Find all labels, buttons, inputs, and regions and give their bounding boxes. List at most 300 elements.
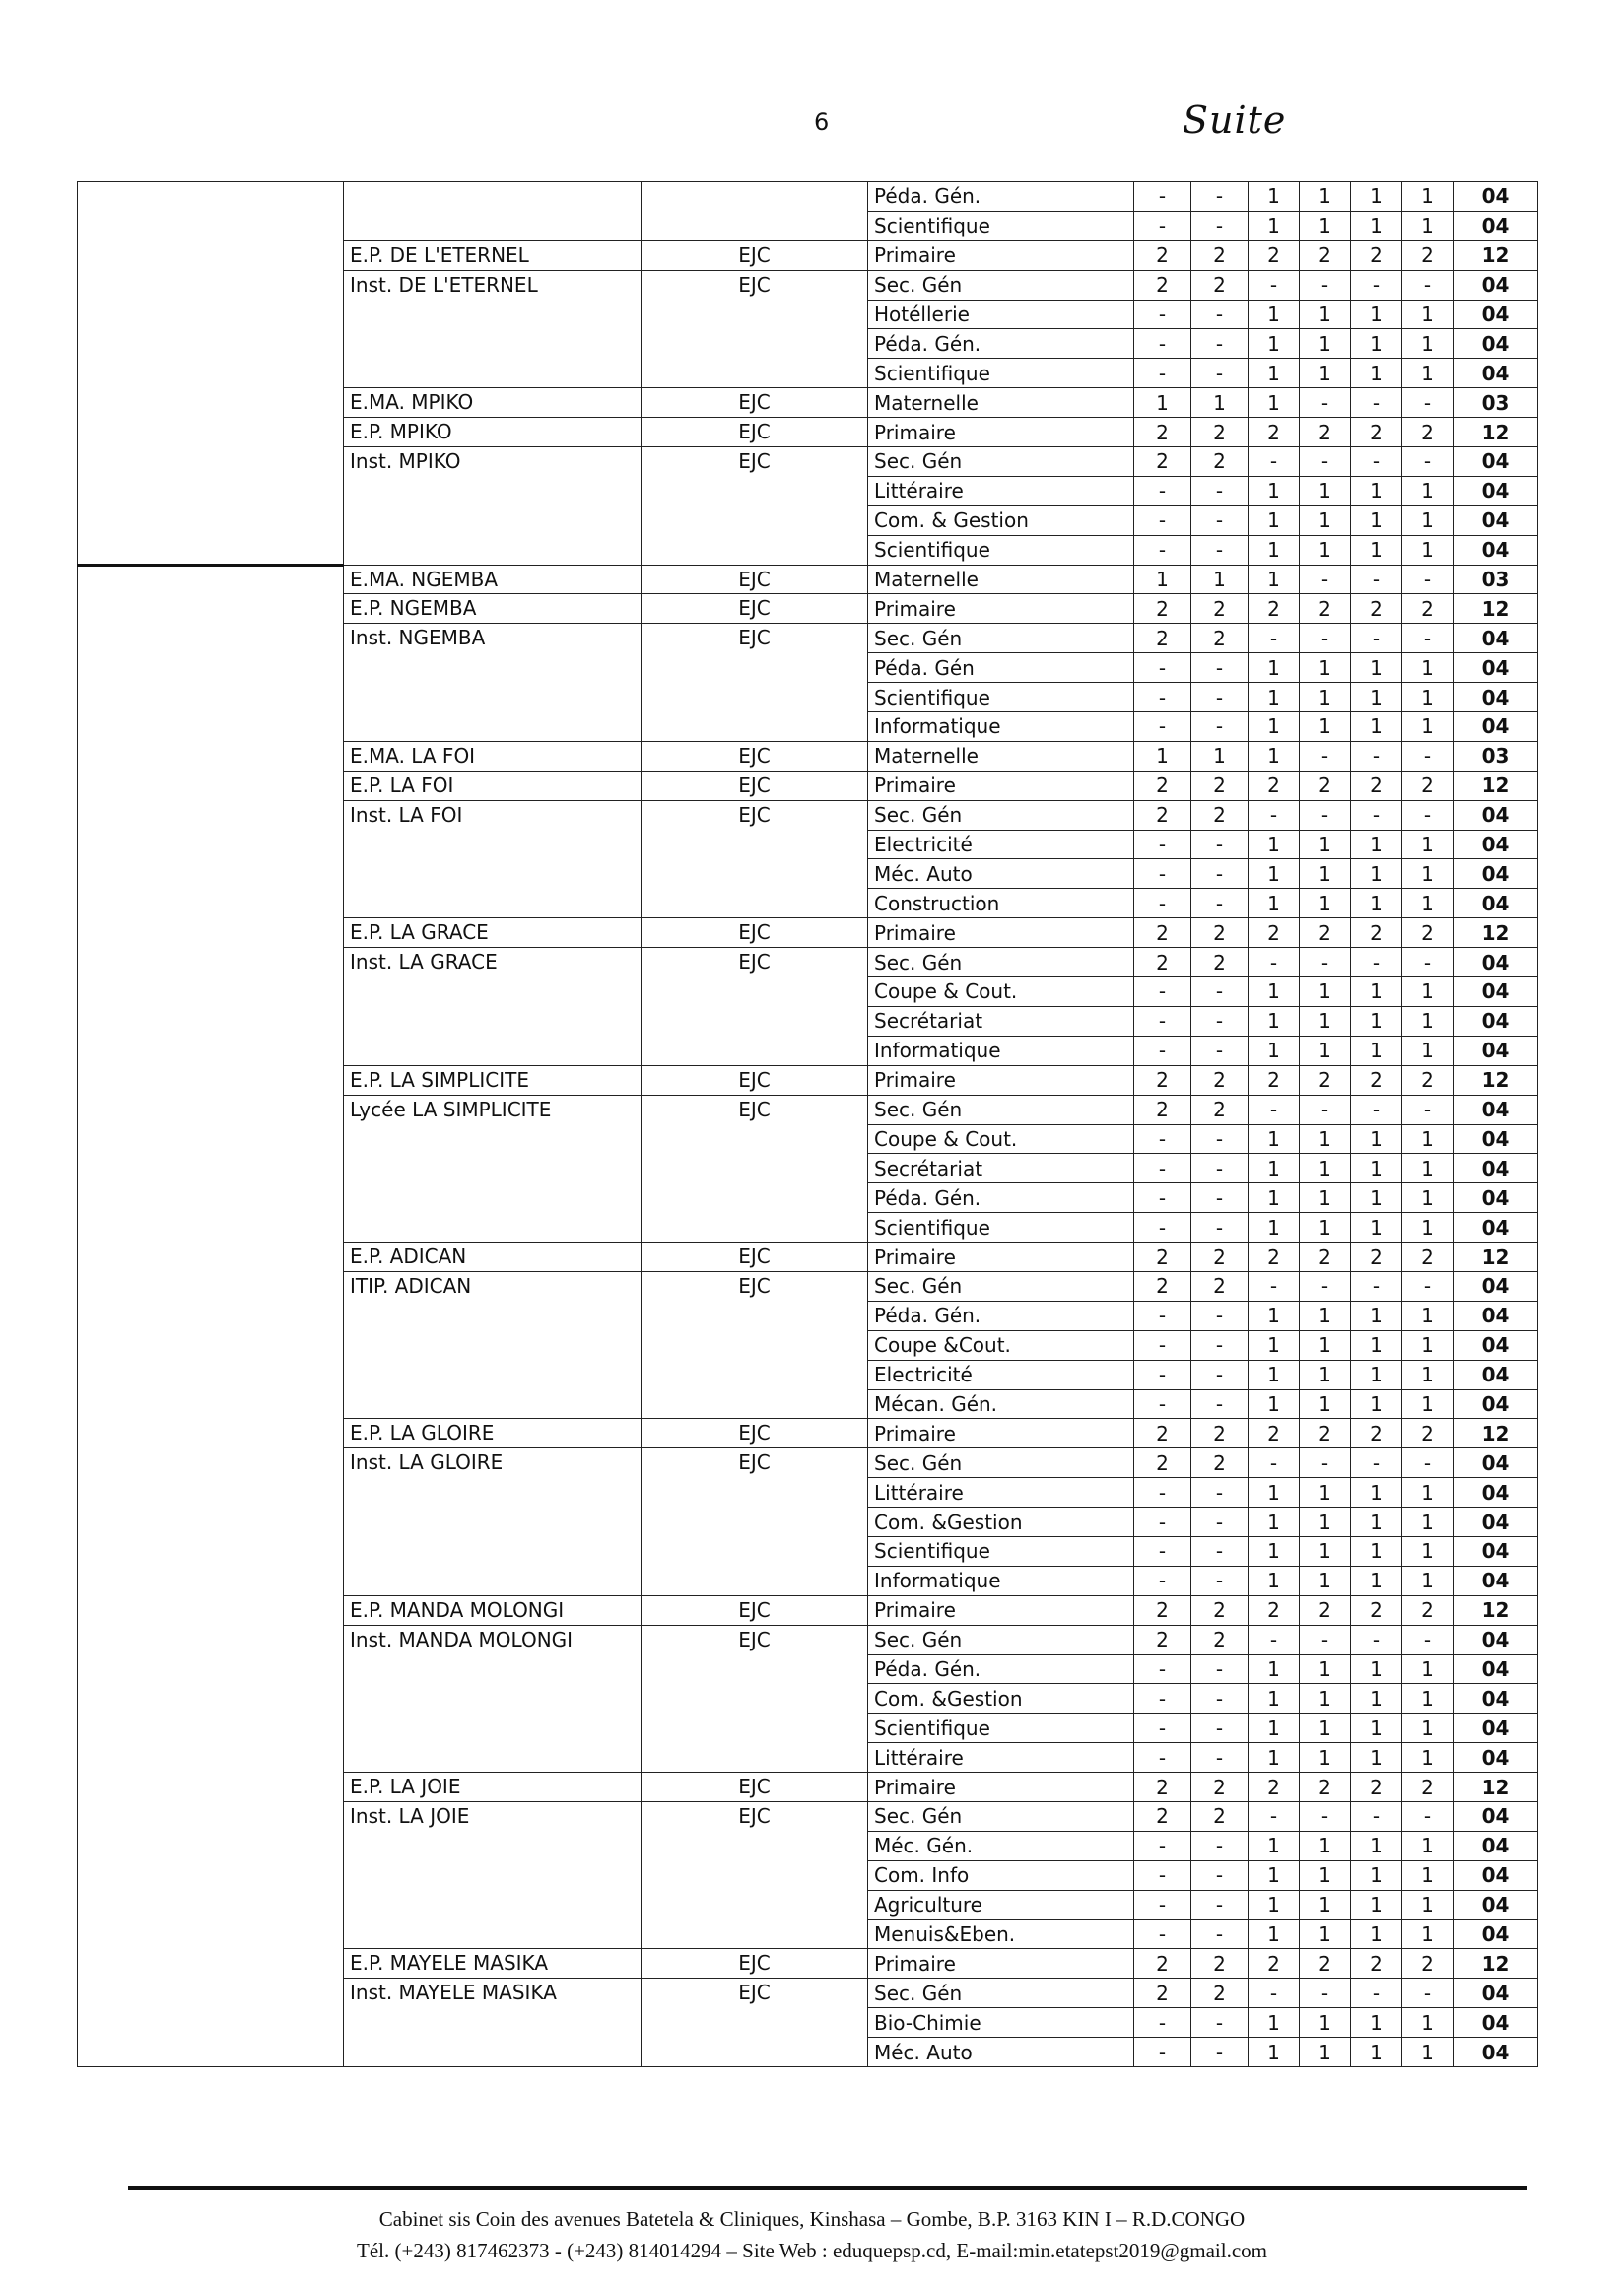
school-name-cell: Inst. MAYELE MASIKA: [344, 1979, 642, 2067]
class-count-cell: 2: [1300, 1949, 1351, 1979]
class-count-cell: 2: [1402, 1773, 1454, 1802]
total-cell: 04: [1454, 830, 1538, 859]
class-count-cell: 1: [1300, 1919, 1351, 1949]
class-count-cell: 1: [1351, 1183, 1402, 1213]
class-count-cell: -: [1300, 948, 1351, 977]
class-count-cell: -: [1191, 1743, 1249, 1773]
class-count-cell: 1: [1300, 1124, 1351, 1154]
option-cell: Primaire: [868, 771, 1134, 800]
class-count-cell: -: [1134, 977, 1191, 1007]
class-count-cell: -: [1402, 388, 1454, 418]
class-count-cell: 1: [1402, 712, 1454, 742]
class-count-cell: 1: [1191, 741, 1249, 771]
class-count-cell: -: [1402, 565, 1454, 594]
class-count-cell: 2: [1134, 948, 1191, 977]
class-count-cell: 2: [1249, 1243, 1300, 1272]
class-count-cell: -: [1191, 1508, 1249, 1537]
class-count-cell: 1: [1351, 653, 1402, 683]
total-cell: 04: [1454, 476, 1538, 505]
option-cell: Scientifique: [868, 211, 1134, 240]
class-count-cell: 1: [1300, 830, 1351, 859]
class-count-cell: -: [1191, 1213, 1249, 1243]
class-count-cell: 2: [1402, 1595, 1454, 1625]
class-count-cell: 2: [1134, 418, 1191, 447]
class-count-cell: 1: [1351, 2008, 1402, 2038]
option-cell: Informatique: [868, 1566, 1134, 1595]
class-count-cell: 1: [1402, 2008, 1454, 2038]
total-cell: 04: [1454, 1831, 1538, 1860]
option-cell: Sec. Gén: [868, 270, 1134, 300]
schools-table-body: [78, 182, 1538, 2067]
option-cell: Secrétariat: [868, 1154, 1134, 1183]
class-count-cell: 1: [1249, 1508, 1300, 1537]
total-cell: 04: [1454, 1124, 1538, 1154]
class-count-cell: 1: [1351, 1360, 1402, 1389]
class-count-cell: 2: [1134, 1773, 1191, 1802]
class-count-cell: 1: [1402, 977, 1454, 1007]
class-count-cell: -: [1191, 300, 1249, 329]
class-count-cell: 1: [1402, 1389, 1454, 1419]
option-cell: Sec. Gén: [868, 447, 1134, 477]
class-count-cell: -: [1134, 1213, 1191, 1243]
class-count-cell: 1: [1300, 359, 1351, 388]
class-count-cell: 1: [1249, 1124, 1300, 1154]
class-count-cell: 1: [1300, 1860, 1351, 1890]
class-count-cell: 1: [1351, 1154, 1402, 1183]
class-count-cell: 2: [1134, 270, 1191, 300]
class-count-cell: -: [1134, 1154, 1191, 1183]
class-count-cell: 1: [1402, 1183, 1454, 1213]
option-cell: Coupe & Cout.: [868, 1124, 1134, 1154]
class-count-cell: 1: [1249, 889, 1300, 918]
class-count-cell: 1: [1402, 859, 1454, 889]
class-count-cell: 1: [1249, 300, 1300, 329]
regime-cell: EJC: [642, 1979, 868, 2067]
class-count-cell: 1: [1351, 712, 1402, 742]
section-label-cell: [78, 565, 344, 2066]
regime-cell: EJC: [642, 800, 868, 918]
total-cell: 04: [1454, 270, 1538, 300]
class-count-cell: -: [1134, 1478, 1191, 1508]
class-count-cell: -: [1191, 1890, 1249, 1919]
class-count-cell: 1: [1300, 712, 1351, 742]
class-count-cell: -: [1351, 1979, 1402, 2008]
class-count-cell: -: [1191, 359, 1249, 388]
class-count-cell: 1: [1300, 1508, 1351, 1537]
class-count-cell: -: [1134, 1183, 1191, 1213]
class-count-cell: -: [1134, 1301, 1191, 1330]
class-count-cell: 1: [1300, 889, 1351, 918]
option-cell: Littéraire: [868, 1743, 1134, 1773]
school-name-cell: Inst. LA FOI: [344, 800, 642, 918]
total-cell: 04: [1454, 1743, 1538, 1773]
class-count-cell: 1: [1402, 211, 1454, 240]
section-label-cell: [78, 182, 344, 566]
class-count-cell: 1: [1249, 1919, 1300, 1949]
class-count-cell: -: [1402, 948, 1454, 977]
class-count-cell: 1: [1300, 1743, 1351, 1773]
class-count-cell: 1: [1300, 505, 1351, 535]
class-count-cell: 1: [1300, 1301, 1351, 1330]
class-count-cell: 1: [1134, 388, 1191, 418]
option-cell: Primaire: [868, 1419, 1134, 1448]
option-cell: Construction: [868, 889, 1134, 918]
school-name-cell: [344, 182, 642, 241]
class-count-cell: 2: [1134, 1801, 1191, 1831]
option-cell: Maternelle: [868, 565, 1134, 594]
footer-divider: [128, 2186, 1527, 2190]
class-count-cell: 2: [1249, 1949, 1300, 1979]
class-count-cell: 1: [1402, 2038, 1454, 2067]
class-count-cell: 1: [1351, 2038, 1402, 2067]
class-count-cell: -: [1300, 565, 1351, 594]
class-count-cell: -: [1249, 1979, 1300, 2008]
class-count-cell: 2: [1351, 1243, 1402, 1272]
class-count-cell: -: [1191, 505, 1249, 535]
class-count-cell: -: [1134, 859, 1191, 889]
class-count-cell: -: [1249, 1095, 1300, 1124]
class-count-cell: 1: [1351, 476, 1402, 505]
option-cell: Méc. Gén.: [868, 1831, 1134, 1860]
school-name-cell: E.MA. MPIKO: [344, 388, 642, 418]
class-count-cell: -: [1249, 624, 1300, 653]
total-cell: 04: [1454, 535, 1538, 565]
class-count-cell: 1: [1351, 1566, 1402, 1595]
total-cell: 04: [1454, 1389, 1538, 1419]
school-name-cell: Inst. LA JOIE: [344, 1801, 642, 1948]
class-count-cell: 1: [1300, 1566, 1351, 1595]
class-count-cell: 2: [1351, 918, 1402, 948]
total-cell: 04: [1454, 2008, 1538, 2038]
class-count-cell: 1: [1402, 1508, 1454, 1537]
class-count-cell: 1: [1351, 1919, 1402, 1949]
class-count-cell: 1: [1300, 1213, 1351, 1243]
class-count-cell: 2: [1402, 1419, 1454, 1448]
class-count-cell: -: [1402, 624, 1454, 653]
class-count-cell: 1: [1351, 1389, 1402, 1419]
class-count-cell: -: [1402, 1979, 1454, 2008]
class-count-cell: -: [1191, 2008, 1249, 2038]
class-count-cell: -: [1191, 653, 1249, 683]
class-count-cell: 1: [1402, 535, 1454, 565]
option-cell: Sec. Gén: [868, 948, 1134, 977]
class-count-cell: -: [1191, 1831, 1249, 1860]
option-cell: Informatique: [868, 1036, 1134, 1065]
class-count-cell: 2: [1402, 594, 1454, 624]
class-count-cell: -: [1191, 182, 1249, 212]
class-count-cell: 1: [1351, 182, 1402, 212]
class-count-cell: 2: [1134, 771, 1191, 800]
option-cell: Maternelle: [868, 741, 1134, 771]
total-cell: 04: [1454, 1271, 1538, 1301]
school-name-cell: E.P. LA GLOIRE: [344, 1419, 642, 1448]
total-cell: 04: [1454, 447, 1538, 477]
total-cell: 04: [1454, 1006, 1538, 1036]
class-count-cell: 2: [1191, 918, 1249, 948]
class-count-cell: 2: [1134, 1979, 1191, 2008]
total-cell: 04: [1454, 1979, 1538, 2008]
class-count-cell: 1: [1249, 476, 1300, 505]
class-count-cell: 2: [1191, 1979, 1249, 2008]
table-row: [78, 565, 1538, 594]
class-count-cell: 2: [1249, 918, 1300, 948]
class-count-cell: 1: [1402, 830, 1454, 859]
total-cell: 04: [1454, 329, 1538, 359]
class-count-cell: 1: [1300, 211, 1351, 240]
class-count-cell: 1: [1300, 1006, 1351, 1036]
total-cell: 04: [1454, 653, 1538, 683]
option-cell: Hotéllerie: [868, 300, 1134, 329]
class-count-cell: 1: [1249, 2038, 1300, 2067]
class-count-cell: 1: [1300, 1654, 1351, 1684]
class-count-cell: 1: [1351, 859, 1402, 889]
class-count-cell: 1: [1402, 182, 1454, 212]
class-count-cell: 1: [1300, 329, 1351, 359]
class-count-cell: 1: [1351, 1213, 1402, 1243]
option-cell: Péda. Gén.: [868, 1183, 1134, 1213]
class-count-cell: 1: [1351, 1301, 1402, 1330]
class-count-cell: -: [1300, 624, 1351, 653]
regime-cell: EJC: [642, 1773, 868, 1802]
class-count-cell: 1: [1402, 1860, 1454, 1890]
class-count-cell: 1: [1249, 1478, 1300, 1508]
class-count-cell: 1: [1402, 683, 1454, 712]
class-count-cell: 1: [1351, 1536, 1402, 1566]
option-cell: Menuis&Eben.: [868, 1919, 1134, 1949]
class-count-cell: 1: [1300, 1036, 1351, 1065]
class-count-cell: 1: [1300, 1478, 1351, 1508]
class-count-cell: -: [1191, 211, 1249, 240]
class-count-cell: -: [1191, 1684, 1249, 1714]
school-name-cell: E.P. DE L'ETERNEL: [344, 240, 642, 270]
footer-address: Cabinet sis Coin des avenues Batetela & Cliniques, Kinshasa – Gombe, B.P. 3163 KIN I – R.D.CONGO: [378, 2207, 1246, 2231]
class-count-cell: 2: [1249, 1419, 1300, 1448]
total-cell: 04: [1454, 1154, 1538, 1183]
total-cell: 04: [1454, 1478, 1538, 1508]
total-cell: 04: [1454, 859, 1538, 889]
class-count-cell: -: [1351, 1448, 1402, 1478]
school-name-cell: Lycée LA SIMPLICITE: [344, 1095, 642, 1242]
option-cell: Primaire: [868, 1949, 1134, 1979]
class-count-cell: -: [1191, 1654, 1249, 1684]
school-name-cell: E.P. LA SIMPLICITE: [344, 1065, 642, 1095]
class-count-cell: 2: [1249, 418, 1300, 447]
class-count-cell: -: [1300, 1979, 1351, 2008]
class-count-cell: 1: [1300, 300, 1351, 329]
class-count-cell: -: [1134, 505, 1191, 535]
class-count-cell: 1: [1351, 1478, 1402, 1508]
class-count-cell: -: [1134, 1389, 1191, 1419]
option-cell: Com. & Gestion: [868, 505, 1134, 535]
class-count-cell: 2: [1351, 771, 1402, 800]
class-count-cell: -: [1191, 1536, 1249, 1566]
class-count-cell: 2: [1191, 240, 1249, 270]
school-name-cell: E.P. MAYELE MASIKA: [344, 1949, 642, 1979]
class-count-cell: -: [1249, 1801, 1300, 1831]
class-count-cell: 1: [1351, 889, 1402, 918]
class-count-cell: -: [1134, 2038, 1191, 2067]
total-cell: 04: [1454, 2038, 1538, 2067]
class-count-cell: 1: [1402, 653, 1454, 683]
class-count-cell: 1: [1351, 1714, 1402, 1743]
class-count-cell: -: [1191, 1006, 1249, 1036]
class-count-cell: -: [1134, 182, 1191, 212]
class-count-cell: 2: [1134, 1065, 1191, 1095]
class-count-cell: 1: [1249, 1006, 1300, 1036]
class-count-cell: 2: [1402, 1065, 1454, 1095]
class-count-cell: -: [1249, 800, 1300, 830]
option-cell: Sec. Gén: [868, 1979, 1134, 2008]
class-count-cell: 1: [1249, 1301, 1300, 1330]
class-count-cell: 1: [1249, 1890, 1300, 1919]
class-count-cell: 1: [1402, 359, 1454, 388]
total-cell: 04: [1454, 1213, 1538, 1243]
class-count-cell: 2: [1134, 1448, 1191, 1478]
class-count-cell: -: [1191, 977, 1249, 1007]
class-count-cell: -: [1351, 741, 1402, 771]
school-name-cell: Inst. DE L'ETERNEL: [344, 270, 642, 388]
regime-cell: EJC: [642, 270, 868, 388]
total-cell: 03: [1454, 388, 1538, 418]
school-name-cell: E.P. LA FOI: [344, 771, 642, 800]
class-count-cell: -: [1402, 1271, 1454, 1301]
total-cell: 12: [1454, 1595, 1538, 1625]
class-count-cell: 1: [1249, 1389, 1300, 1419]
class-count-cell: -: [1249, 1625, 1300, 1654]
option-cell: Péda. Gén.: [868, 329, 1134, 359]
class-count-cell: 1: [1351, 505, 1402, 535]
class-count-cell: -: [1300, 1271, 1351, 1301]
class-count-cell: -: [1191, 859, 1249, 889]
class-count-cell: 1: [1402, 1154, 1454, 1183]
class-count-cell: -: [1134, 300, 1191, 329]
class-count-cell: 1: [1402, 1006, 1454, 1036]
class-count-cell: -: [1191, 712, 1249, 742]
class-count-cell: 1: [1300, 977, 1351, 1007]
class-count-cell: -: [1402, 1448, 1454, 1478]
total-cell: 12: [1454, 771, 1538, 800]
class-count-cell: 1: [1351, 1124, 1402, 1154]
class-count-cell: 1: [1402, 329, 1454, 359]
total-cell: 12: [1454, 1065, 1538, 1095]
class-count-cell: -: [1191, 889, 1249, 918]
class-count-cell: -: [1351, 565, 1402, 594]
class-count-cell: 1: [1402, 1890, 1454, 1919]
class-count-cell: 2: [1134, 1419, 1191, 1448]
class-count-cell: -: [1134, 1360, 1191, 1389]
option-cell: Agriculture: [868, 1890, 1134, 1919]
total-cell: 04: [1454, 1919, 1538, 1949]
class-count-cell: 2: [1351, 594, 1402, 624]
class-count-cell: -: [1402, 1625, 1454, 1654]
class-count-cell: -: [1351, 800, 1402, 830]
class-count-cell: 1: [1300, 1536, 1351, 1566]
class-count-cell: 1: [1249, 1714, 1300, 1743]
total-cell: 04: [1454, 1801, 1538, 1831]
class-count-cell: 2: [1300, 418, 1351, 447]
class-count-cell: -: [1191, 1124, 1249, 1154]
class-count-cell: 1: [1351, 211, 1402, 240]
class-count-cell: -: [1134, 359, 1191, 388]
class-count-cell: 1: [1300, 535, 1351, 565]
class-count-cell: 1: [1249, 359, 1300, 388]
class-count-cell: -: [1191, 1860, 1249, 1890]
table-row: [78, 182, 1538, 212]
class-count-cell: 2: [1191, 1801, 1249, 1831]
class-count-cell: -: [1402, 800, 1454, 830]
class-count-cell: -: [1351, 447, 1402, 477]
class-count-cell: 2: [1191, 594, 1249, 624]
total-cell: 12: [1454, 1949, 1538, 1979]
class-count-cell: 1: [1351, 1654, 1402, 1684]
class-count-cell: -: [1134, 1743, 1191, 1773]
total-cell: 04: [1454, 1860, 1538, 1890]
class-count-cell: 2: [1249, 594, 1300, 624]
total-cell: 04: [1454, 624, 1538, 653]
regime-cell: EJC: [642, 565, 868, 594]
option-cell: Péda. Gén.: [868, 1654, 1134, 1684]
class-count-cell: 1: [1402, 1478, 1454, 1508]
class-count-cell: -: [1402, 1801, 1454, 1831]
page-number: 6: [814, 108, 830, 136]
class-count-cell: -: [1134, 1508, 1191, 1537]
total-cell: 04: [1454, 505, 1538, 535]
class-count-cell: 1: [1300, 1183, 1351, 1213]
class-count-cell: -: [1134, 2008, 1191, 2038]
school-name-cell: E.P. LA GRACE: [344, 918, 642, 948]
class-count-cell: -: [1191, 1330, 1249, 1360]
class-count-cell: 2: [1402, 918, 1454, 948]
class-count-cell: -: [1351, 624, 1402, 653]
class-count-cell: 2: [1191, 1949, 1249, 1979]
option-cell: Sec. Gén: [868, 1271, 1134, 1301]
class-count-cell: 2: [1300, 1595, 1351, 1625]
class-count-cell: -: [1300, 741, 1351, 771]
class-count-cell: -: [1249, 1271, 1300, 1301]
class-count-cell: 1: [1351, 1036, 1402, 1065]
class-count-cell: 2: [1134, 624, 1191, 653]
class-count-cell: 1: [1249, 1360, 1300, 1389]
class-count-cell: -: [1191, 683, 1249, 712]
regime-cell: EJC: [642, 418, 868, 447]
class-count-cell: 1: [1402, 505, 1454, 535]
class-count-cell: -: [1134, 211, 1191, 240]
option-cell: Littéraire: [868, 476, 1134, 505]
regime-cell: EJC: [642, 240, 868, 270]
option-cell: Com. &Gestion: [868, 1508, 1134, 1537]
class-count-cell: 1: [1300, 1389, 1351, 1419]
class-count-cell: 1: [1191, 388, 1249, 418]
class-count-cell: -: [1351, 1271, 1402, 1301]
class-count-cell: -: [1191, 830, 1249, 859]
class-count-cell: 1: [1300, 1890, 1351, 1919]
class-count-cell: 1: [1402, 1743, 1454, 1773]
class-count-cell: -: [1191, 476, 1249, 505]
class-count-cell: 1: [1249, 1330, 1300, 1360]
option-cell: Bio-Chimie: [868, 2008, 1134, 2038]
class-count-cell: 2: [1191, 771, 1249, 800]
school-name-cell: Inst. LA GRACE: [344, 948, 642, 1066]
class-count-cell: 2: [1249, 240, 1300, 270]
total-cell: 04: [1454, 1566, 1538, 1595]
class-count-cell: -: [1351, 948, 1402, 977]
class-count-cell: -: [1249, 270, 1300, 300]
class-count-cell: -: [1134, 1919, 1191, 1949]
class-count-cell: 1: [1249, 388, 1300, 418]
class-count-cell: 2: [1300, 240, 1351, 270]
option-cell: Primaire: [868, 1773, 1134, 1802]
class-count-cell: 2: [1351, 1773, 1402, 1802]
